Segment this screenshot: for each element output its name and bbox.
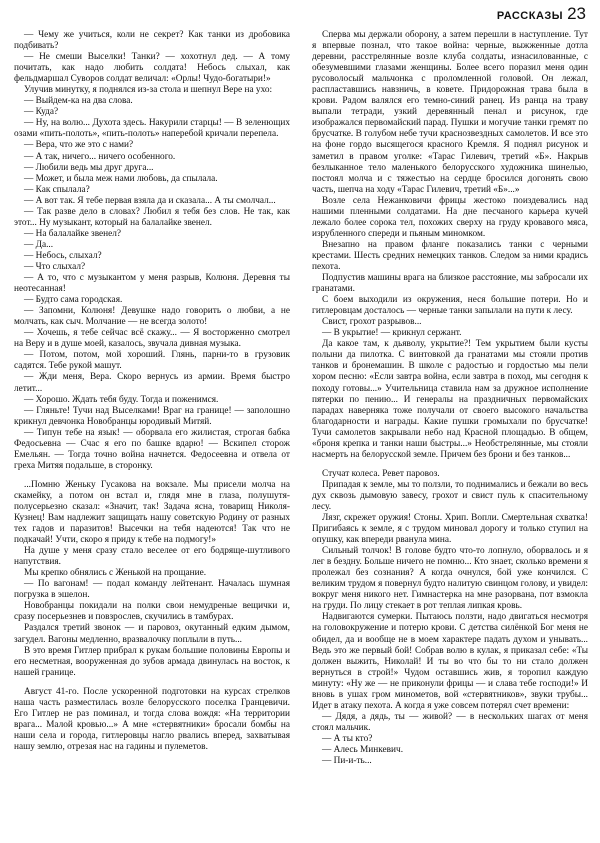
paragraph: — На балалайке звенел?	[24, 228, 122, 239]
paragraph: Улучив минутку, я поднялся из-за стола и шепнул Вере на ухо:	[24, 85, 273, 96]
paragraph: — Чему же учиться, коли не секрет? Как танки из дробовика подбивать?	[14, 30, 290, 52]
paragraph: — Вера, что же это с нами?	[24, 140, 134, 151]
paragraph: С боем выходили из окружения, неся большие потери. Но и гитлеровцам досталось — черные танки запылали на пути к лесу.	[312, 295, 588, 317]
paragraph: — Алесь Минкевич.	[322, 745, 404, 755]
paragraph: — Жди меня, Вера. Скоро вернусь из армии. Время быстро летит...	[14, 372, 290, 394]
paragraph: — Дядя, а дядь, ты — живой? — в нескольких шагах от меня стоял мальчик.	[312, 711, 588, 733]
paragraph: — Так разве дело в словах? Любил я тебя без слов. Не так, как этот... Ну музыкант, который на балалайке звенел.	[14, 206, 290, 228]
paragraph: — А так, ничего... ничего особенного.	[24, 151, 176, 162]
paragraph: На душе у меня сразу стало веселее от его бодряще-шутливого напутствия.	[14, 546, 290, 568]
page-header	[497, 4, 586, 26]
paragraph: Лязг, скрежет оружия! Стоны. Хрип. Вопли. Смертельная схватка! Пригибаясь к земле, я с трудом миновал дорогу и только ступил на опушку, как впереди рванула мина.	[312, 513, 588, 546]
paragraph: — А то, что с музыкантом у меня разрыв, Колюня. Деревня ты неотесанная!	[14, 273, 290, 295]
paragraph: Сперва мы держали оборону, а затем перешли в наступление. Тут я впервые познал, что такое война: черные, выжженные дотла деревни, расстрелянные возле клуба солдаты, изнасилованные, с обезумевшими глазами женщины. Более всего поразил меня один русоволосый мальчонка с проломленной головой. Он лежал, распластавшись навзничь, в ковете. Придорожная трава была в крови. Радом валялся его темно-синий ранец. Из ранца на траву выпали тетради, узкий деревянный пенал и рисунок, где изображался первомайский парад. Пушки и могучие танки гремят по брусчатке. В голубом небе тучи краснозвездных самолетов. И все это на фоне гордо высящегося красного Кремля. Я поднял рисунок и заметил в правом уголке: «Тарас Гилевич, третий «Б». Накрыв безлыканное тело маленького белорусского художника шинелью, постоял молча и с тяжестью на сердце бросился догонять свою часть, шепча на ходу «Тарас Гилевич, третий «Б»...»	[312, 30, 588, 195]
paragraph: — Типун тебе на язык! — оборвала его жилистая, строгая бабка Федосьевна — Счас я его по башке вдарю! — Вскипел сторож Емельян. — Тогда точно война начнется. Федосеевна и отвела от греха Митяя подальше, в сторонку.	[14, 427, 290, 471]
paragraph: Новобранцы покидали на полки свои немудреные вещички и, сразу посерьезнев и повзрослев, скучились в тамбурах.	[14, 601, 290, 623]
paragraph: — Да...	[24, 239, 54, 250]
paragraph: — Может, и была меж нами любовь, да спылала.	[24, 173, 218, 184]
page-number: 23	[567, 4, 586, 23]
section-title: РАССКАЗЫ	[496, 10, 564, 22]
paragraph: Припадая к земле, мы то ползли, то поднимались и бежали во весь дух сквозь дымовую завесу, грохот и свист пуль к спасительному лесу.	[312, 479, 588, 512]
paragraph: — Хочешь, я тебе сейчас всё скажу... — Я восторженно смотрел на Веру и в душе моей, казалось, звучала дивная музыка.	[14, 328, 290, 350]
paragraph: — А ты кто?	[322, 733, 373, 744]
paragraph: Возле села Нежанковичи фрицы жестоко поиздевались над нашими пленными солдатами. На дне песчаного карьера кучей лежало более сорока тел, похожих сверху на груду кровавого мяса, изрубленного спереди и пьяным миномком.	[312, 195, 588, 239]
paragraph: — Не смеши Выселки! Танки? — хохотнул дед. — А тому почитать, как надо любить солдата! Небось слыхал, как фельдмаршал Суворов солдат величал: «Орлы! Чудо-богатыри!»	[14, 52, 290, 85]
paragraph: В это время Гитлер прибрал к рукам большие половины Европы и его несметная, вооруженная до зубов армада двинулась на восток, к нашей границе.	[14, 645, 290, 678]
paragraph: Август 41-го. После ускоренной подготовки на курсах стрелков наша часть разместилась возле белорусского поселка Гранцевичи. Его Гитлер не раз поминал, и тогда слова вождя: «На территории врага... Малой кровью...» А мне «стервятники» бросали бомбы на наши села и города, гитлеровцы нагло рвались вперед, захватывая нашу землю, отрезая нас на гадины и пулеметов.	[14, 686, 290, 752]
section-break	[312, 461, 588, 469]
paragraph: — В укрытие! — крикнул сержант.	[322, 328, 462, 339]
right-text-column	[312, 30, 588, 767]
paragraph: — Что слыхал?	[24, 261, 86, 272]
paragraph: Мы крепко обнялись с Женькой на прощание.	[24, 568, 207, 579]
paragraph: Раздался третий звонок — и паровоз, окутанный едким дымом, загудел. Вагоны медленно, вразвалочку поплыли в путь...	[14, 623, 290, 645]
paragraph: — Запомни, Колюня! Девушке надо говорить о любви, а не молчать, как сыч. Молчание — не всегда золото!	[14, 306, 290, 328]
paragraph: — Как спылала?	[24, 184, 90, 195]
paragraph: — Выйдем-ка на два слова.	[24, 96, 133, 107]
paragraph: ...Помню Женьку Гусакова на вокзале. Мы присели молча на скамейку, а потом он встал и, глядя мне в глаза, полушутя-полусерьезно сказал: «Значит, так! Задача ясна, товарищ Николя-Кузнец! Вам надлежит защищать нашу советскую Родину от разных тех гадов и паразитов! Высечки на тебя надеются! Так что не подкачай! Учти, скоро я приду к тебе на подмогу!»	[14, 479, 290, 546]
paragraph: — Хорошо. Ждать тебя буду. Тогда и поженимся.	[24, 394, 219, 405]
paragraph: — Гляньте! Тучи над Выселками! Враг на границе! — заполошно крикнул девчонка Новобранцы юродивый Митяй.	[14, 405, 290, 427]
paragraph: — Куда?	[24, 107, 59, 118]
paragraph: — Любили ведь мы друг друга...	[24, 162, 154, 173]
left-text-column	[14, 30, 290, 753]
paragraph: Свист, грохот разрывов...	[322, 317, 422, 328]
paragraph: — Ну, на волю... Духота здесь. Накурили старцы! — В зеленющих озами «пить-полоть», «пить-полоть» наперебой кричали перепела.	[14, 118, 290, 140]
paragraph: Подпустив машины врага на близкое расстояние, мы забросали их гранатами.	[312, 273, 588, 295]
paragraph: — Потом, потом, мой хороший. Глянь, парни-то в грузовик садятся. Тебе рукой машут.	[14, 350, 290, 372]
paragraph: Сильный толчок! В голове будто что-то лопнуло, оборвалось и я лег в бездну. Больше ничего не помню... Кто знает, сколько времени я пролежал без сознания? А когда очнулся, бой уже кончился. С великим трудом я повернул будто налитую свинцом голову, и увидел: вокруг меня никого нет. Гимнастерка на мне разорвана, пот взмокла на груди. По лицу стекает в рот теплая липкая кровь.	[312, 546, 588, 612]
paragraph: Внезапно на правом фланге показались танки с черными крестами. Шесть средних немецких танков. Следом за ними крадись пехота.	[312, 239, 588, 272]
section-break	[14, 472, 290, 480]
paragraph: Да какое там, к дьяволу, укрытие?! Тем укрытием были кусты полыни да пилотка. С винтовкой да гранатами мы стояли против танков и бронемашин. В школе с радостью и гордостью мы пели хором песню: «Если завтра война, если завтра в поход, мы сегодня к походу готовы...» Учительница ставила нам за дружное исполнение пятерки по пению... И генералы на праздничных первомайских парадах наверняка тоже получали от своего высокого начальства благодарности и награды. Какие пушки громыхали по брусчатке! Тучи самолетов закрывали небо над Красной площадью. В общем, «броня крепка и танки наши быстры...» Необстрелянные, мы стояли насмерть на белорусской земле. Причем без брони и без танков...	[312, 339, 588, 460]
paragraph: — А вот так. Я тебе первая взяла да и сказала... А ты смолчал...	[24, 195, 276, 206]
paragraph: — Пи-и-ть...	[322, 756, 372, 767]
paragraph: — Будто сама городская.	[24, 295, 123, 306]
paragraph: Надвигаются сумерки. Пытаюсь ползти, надо двигаться несмотря на головокружение и потерю крови. С детства силёнкой Бог меня не обидел, да и вообще не в моем характере падать духом и унывать... Ведь это же первый бой! Собрав волю в кулак, я приказал себе: «Ты должен выжить, Николай! И ты во что бы то ни стало должен вернуться в строй!» Чудом оставшись жив, я торопил каждую минуту: «Ну же — не приконули фрицы — и слава тебе господи!» И вновь в ушах гром минометов, вой «стервятников», звуки трубы... Идет в атаку пехота. А когда я уже совсем потерял счет времени:	[312, 612, 588, 711]
section-break	[14, 679, 290, 687]
paragraph: Стучат колеса. Ревет паровоз.	[322, 468, 440, 479]
paragraph: — Небось, слыхал?	[24, 250, 102, 261]
paragraph: — По вагонам! — подал команду лейтенант. Началась шумная погрузка в эшелон.	[14, 579, 290, 601]
